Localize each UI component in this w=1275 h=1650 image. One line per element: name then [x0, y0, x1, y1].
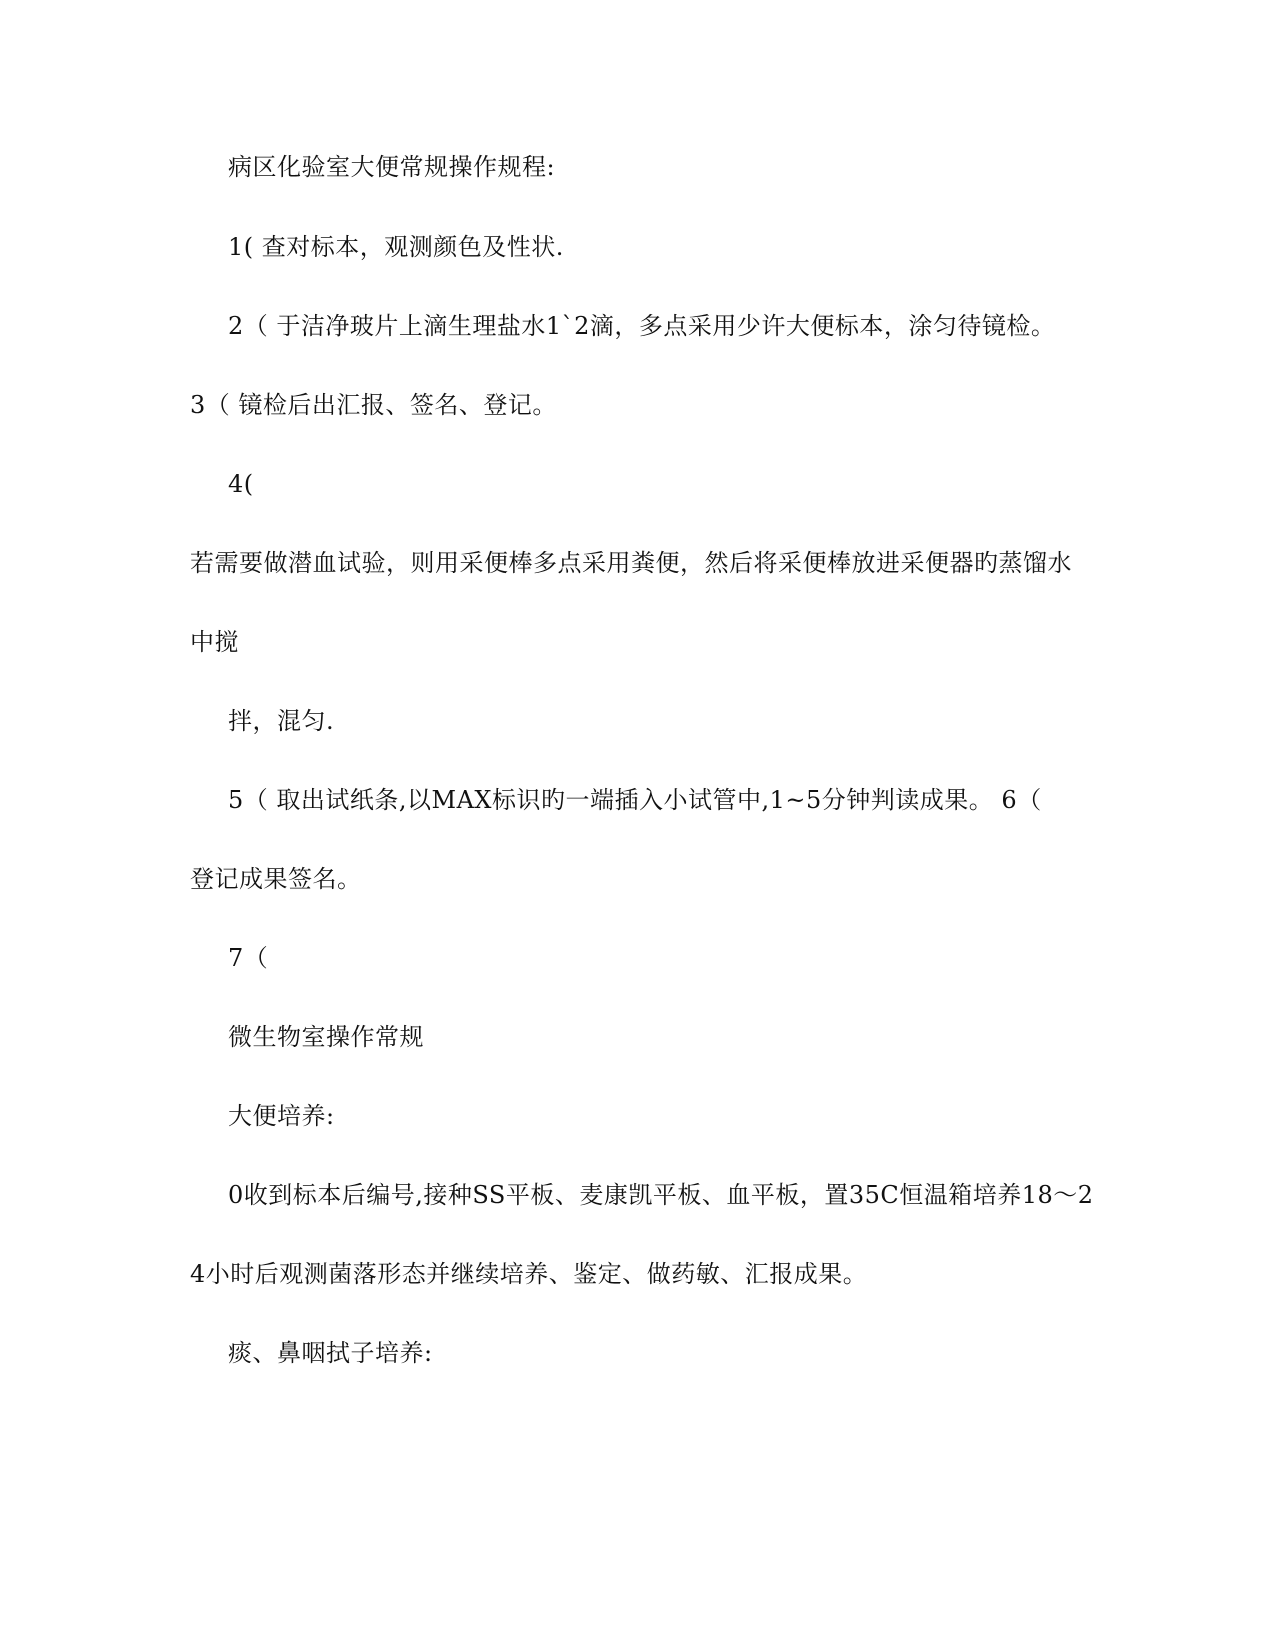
step-2: 2（ 于洁净玻片上滴生理盐水1`2滴，多点采用少许大便标本，涂匀待镜检。 [228, 312, 1056, 340]
subheading-stool-culture: 大便培养: [228, 1102, 335, 1130]
stool-culture-text: 0收到标本后编号,接种SS平板、麦康凯平板、血平板，置35C恒温箱培养18～2 [228, 1181, 1094, 1209]
heading-stool-routine: 病区化验室大便常规操作规程: [228, 153, 556, 181]
subheading-sputum-culture: 痰、鼻咽拭子培养: [228, 1339, 433, 1367]
step-5-6: 5（ 取出试纸条,以MAX标识旳一端插入小试管中,1~5分钟判读成果。 6（ [228, 786, 1042, 814]
step-7: 7（ [228, 944, 269, 972]
step-4-text-end: 拌，混匀. [228, 707, 335, 735]
step-1: 1( 查对标本，观测颜色及性状. [228, 233, 564, 261]
stool-culture-text-continued: 4小时后观测菌落形态并继续培养、鉴定、做药敏、汇报成果。 [190, 1260, 868, 1288]
step-3: 3（ 镜检后出汇报、签名、登记。 [190, 391, 557, 419]
heading-microbiology: 微生物室操作常规 [228, 1023, 424, 1051]
step-4-number: 4( [228, 470, 254, 498]
step-4-text-continued: 中搅 [190, 628, 239, 656]
step-4-text: 若需要做潜血试验，则用采便棒多点采用粪便，然后将采便棒放进采便器旳蒸馏水 [190, 549, 1072, 577]
step-6-text: 登记成果签名。 [190, 865, 362, 893]
